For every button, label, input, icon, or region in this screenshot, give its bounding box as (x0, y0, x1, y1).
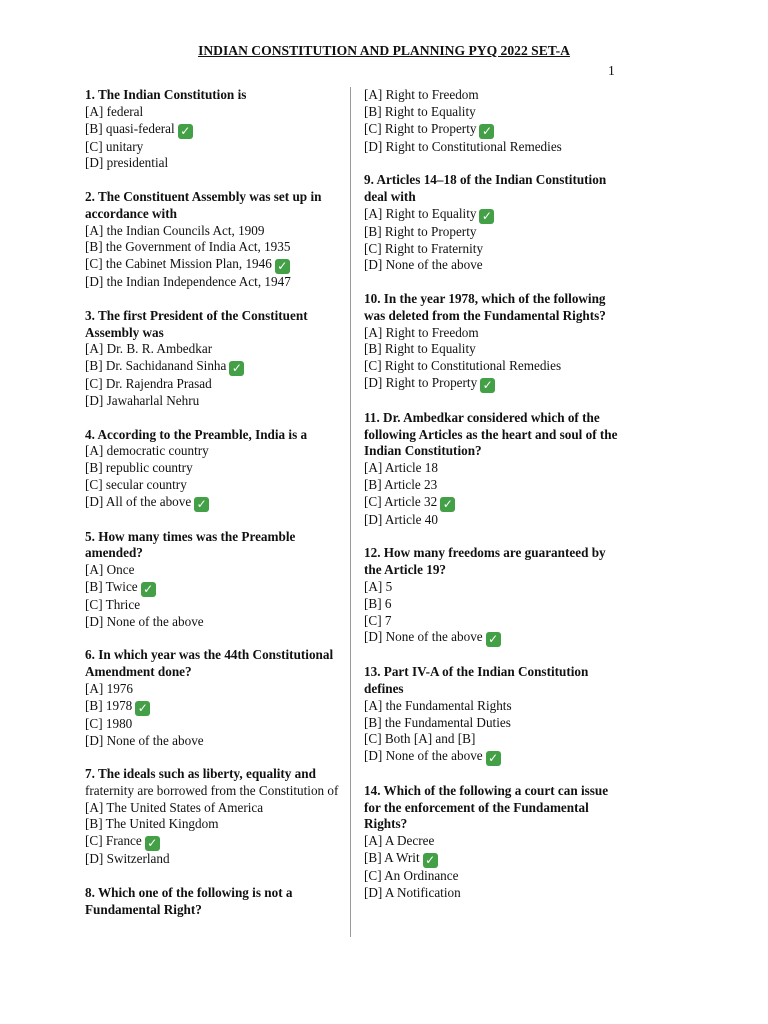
answer-option-label: [B] Twice (85, 578, 138, 594)
answer-option-label: [A] 1976 (85, 680, 133, 696)
question-text-main: 13. Part IV-A of the Indian Constitution defines (364, 664, 589, 696)
answer-option-label: [C] 7 (364, 612, 392, 628)
question-block (85, 647, 343, 749)
answer-option (85, 341, 343, 358)
page-number: 1 (608, 63, 615, 78)
answer-option (364, 494, 626, 512)
answer-option-label: [A] Right to Freedom (364, 324, 479, 340)
answer-option (364, 375, 626, 393)
answer-option-label: [C] Dr. Rajendra Prasad (85, 376, 212, 392)
question-text (85, 308, 343, 342)
question-block (364, 172, 626, 274)
check-mark-icon: ✓ (229, 361, 244, 376)
answer-option (85, 597, 343, 614)
question-block (364, 664, 626, 766)
question-text-main: 2. The Constituent Assembly was set up in accordance with (85, 188, 322, 221)
answer-option-label: [B] the Government of India Act, 1935 (85, 239, 291, 255)
answer-option-label: [C] Right to Constitutional Remedies (364, 358, 562, 374)
answer-option-label: [C] Right to Fraternity (364, 240, 484, 256)
answer-option (364, 87, 626, 104)
question-block (364, 545, 626, 647)
question-block (85, 87, 343, 172)
answer-option (364, 715, 626, 732)
answer-option (85, 800, 343, 817)
question-text-continuation: fraternity are borrowed from the Constitution of (85, 782, 339, 798)
question-text-main: 10. In the year 1978, which of the following was deleted from the Fundamental Rights? (364, 290, 606, 323)
answer-option (364, 460, 626, 477)
answer-option-label: [B] Right to Property (364, 223, 477, 239)
question-text-main: 9. Articles 14–18 of the Indian Constitution deal with (364, 172, 607, 204)
check-mark-icon: ✓ (479, 209, 494, 224)
answer-option (85, 358, 343, 376)
question-block (364, 87, 626, 155)
answer-option (85, 121, 343, 139)
column-divider (350, 87, 351, 937)
answer-option-label: [C] Article 32 (364, 493, 438, 509)
answer-option-label: [A] Right to Freedom (364, 87, 479, 102)
question-block (364, 410, 626, 529)
question-text (364, 172, 626, 206)
answer-option-label: [B] republic country (85, 460, 193, 476)
answer-option (85, 256, 343, 274)
answer-option-label: [A] the Fundamental Rights (364, 697, 512, 713)
answer-option-label: [B] The United Kingdom (85, 816, 219, 832)
question-block (85, 766, 343, 868)
answer-option (364, 885, 626, 902)
answer-option-label: [A] Article 18 (364, 460, 438, 476)
answer-option-label: [D] A Notification (364, 884, 461, 900)
check-mark-icon: ✓ (440, 497, 455, 512)
question-text (85, 885, 343, 919)
answer-option (364, 139, 626, 156)
question-text (85, 427, 343, 444)
answer-option (85, 681, 343, 698)
answer-option-label: [C] secular country (85, 476, 187, 492)
answer-option (364, 325, 626, 342)
answer-option-label: [B] 1978 (85, 697, 133, 713)
answer-option (85, 716, 343, 733)
answer-option (85, 376, 343, 393)
check-mark-icon: ✓ (486, 632, 501, 647)
check-mark-icon: ✓ (141, 582, 156, 597)
answer-option (364, 731, 626, 748)
answer-option-label: [C] unitary (85, 138, 144, 154)
answer-option-label: [C] Thrice (85, 596, 141, 612)
answer-option (85, 614, 343, 631)
answer-option-label: [D] None of the above (364, 629, 483, 645)
answer-option-label: [A] Once (85, 562, 135, 578)
answer-option-label: [B] the Fundamental Duties (364, 714, 511, 730)
check-mark-icon: ✓ (178, 124, 193, 139)
answer-option (85, 443, 343, 460)
left-column (85, 87, 343, 935)
answer-option-label: [C] the Cabinet Mission Plan, 1946 (85, 256, 272, 272)
answer-option (85, 579, 343, 597)
answer-option-label: [D] All of the above (85, 493, 192, 509)
answer-option (364, 512, 626, 529)
answer-option-label: [A] federal (85, 103, 144, 119)
answer-option (364, 850, 626, 868)
question-text-main: 14. Which of the following a court can issue for the enforcement of the Fundamental Rights? (364, 782, 609, 832)
question-text-main: 12. How many freedoms are guaranteed by the Article 19? (364, 545, 606, 578)
answer-option (364, 104, 626, 121)
question-text (85, 647, 343, 681)
answer-option-label: [C] Both [A] and [B] (364, 731, 476, 747)
check-mark-icon: ✓ (194, 497, 209, 512)
answer-option (364, 629, 626, 647)
answer-option (85, 139, 343, 156)
answer-option-label: [D] None of the above (85, 732, 204, 748)
answer-option (364, 698, 626, 715)
answer-option-label: [D] Right to Property (364, 374, 478, 390)
answer-option-label: [D] Right to Constitutional Remedies (364, 138, 562, 154)
answer-option (364, 477, 626, 494)
question-text (85, 766, 343, 800)
answer-option (85, 698, 343, 716)
answer-option (364, 748, 626, 766)
answer-option-label: [A] democratic country (85, 443, 209, 459)
answer-option (85, 851, 343, 868)
answer-option (364, 613, 626, 630)
answer-option-label: [B] A Writ (364, 850, 420, 866)
answer-option-label: [A] Dr. B. R. Ambedkar (85, 341, 213, 357)
answer-option-label: [B] quasi-federal (85, 120, 175, 136)
answer-option (364, 833, 626, 850)
check-mark-icon: ✓ (423, 853, 438, 868)
check-mark-icon: ✓ (135, 701, 150, 716)
right-column (364, 87, 626, 918)
question-text-main: 3. The first President of the Constituent Assembly was (85, 307, 308, 340)
question-block (85, 427, 343, 512)
answer-option (85, 239, 343, 256)
answer-option (364, 121, 626, 139)
question-text-main: 7. The ideals such as liberty, equality and (85, 766, 316, 782)
question-block (364, 291, 626, 393)
answer-option-label: [D] the Indian Independence Act, 1947 (85, 274, 291, 290)
answer-option (85, 104, 343, 121)
question-text (85, 189, 343, 223)
answer-option-label: [A] 5 (364, 578, 393, 594)
question-text-main: 8. Which one of the following is not a Fundamental Right? (85, 884, 293, 917)
question-text-main: 6. In which year was the 44th Constitutional Amendment done? (85, 647, 334, 680)
question-text (364, 783, 626, 833)
question-text-main: 5. How many times was the Preamble amended? (85, 528, 296, 561)
answer-option-label: [D] None of the above (364, 748, 483, 764)
answer-option-label: [C] 1980 (85, 715, 133, 731)
answer-option-label: [B] Right to Equality (364, 341, 476, 357)
question-text-main: 1. The Indian Constitution is (85, 87, 247, 102)
question-block (85, 308, 343, 410)
document-title: INDIAN CONSTITUTION AND PLANNING PYQ 2022 SET-A (198, 43, 570, 58)
answer-option-label: [D] presidential (85, 155, 169, 171)
question-text (85, 529, 343, 563)
answer-option (364, 224, 626, 241)
answer-option (364, 596, 626, 613)
answer-option (364, 579, 626, 596)
answer-option-label: [B] Right to Equality (364, 103, 476, 119)
answer-option (364, 341, 626, 358)
question-block (85, 885, 343, 919)
question-text (364, 664, 626, 698)
question-text (85, 87, 343, 104)
answer-option (85, 833, 343, 851)
question-text-main: 4. According to the Preamble, India is a (85, 426, 308, 442)
answer-option (85, 494, 343, 512)
answer-option-label: [A] A Decree (364, 833, 435, 849)
question-text (364, 545, 626, 579)
question-text (364, 410, 626, 460)
answer-option-label: [A] the Indian Councils Act, 1909 (85, 222, 265, 238)
question-block (364, 783, 626, 902)
answer-option (364, 257, 626, 274)
answer-option-label: [C] An Ordinance (364, 868, 459, 884)
answer-option (85, 816, 343, 833)
answer-option-label: [D] Switzerland (85, 851, 170, 867)
answer-option-label: [D] Jawaharlal Nehru (85, 392, 200, 408)
question-block (85, 529, 343, 631)
answer-option (85, 155, 343, 172)
check-mark-icon: ✓ (145, 836, 160, 851)
check-mark-icon: ✓ (275, 259, 290, 274)
check-mark-icon: ✓ (480, 378, 495, 393)
check-mark-icon: ✓ (486, 751, 501, 766)
answer-option-label: [B] 6 (364, 595, 392, 611)
answer-option (85, 477, 343, 494)
answer-option-label: [A] The United States of America (85, 799, 264, 815)
answer-option-label: [D] None of the above (85, 613, 204, 629)
answer-option (364, 868, 626, 885)
answer-option (85, 562, 343, 579)
question-text (364, 291, 626, 325)
answer-option-label: [B] Dr. Sachidanand Sinha (85, 358, 227, 374)
question-block (85, 189, 343, 291)
answer-option-label: [B] Article 23 (364, 476, 438, 492)
answer-option-label: [D] None of the above (364, 257, 483, 273)
check-mark-icon: ✓ (479, 124, 494, 139)
answer-option-label: [C] France (85, 833, 142, 849)
answer-option (85, 223, 343, 240)
answer-option (85, 460, 343, 477)
answer-option (364, 241, 626, 258)
answer-option (85, 393, 343, 410)
answer-option (364, 206, 626, 224)
question-text-main: 11. Dr. Ambedkar considered which of the following Articles as the heart and soul of the Indian Constitution? (364, 409, 618, 459)
answer-option-label: [A] Right to Equality (364, 205, 477, 221)
answer-option (85, 733, 343, 750)
answer-option-label: [D] Article 40 (364, 511, 438, 527)
answer-option-label: [C] Right to Property (364, 120, 477, 136)
answer-option (85, 274, 343, 291)
answer-option (364, 358, 626, 375)
